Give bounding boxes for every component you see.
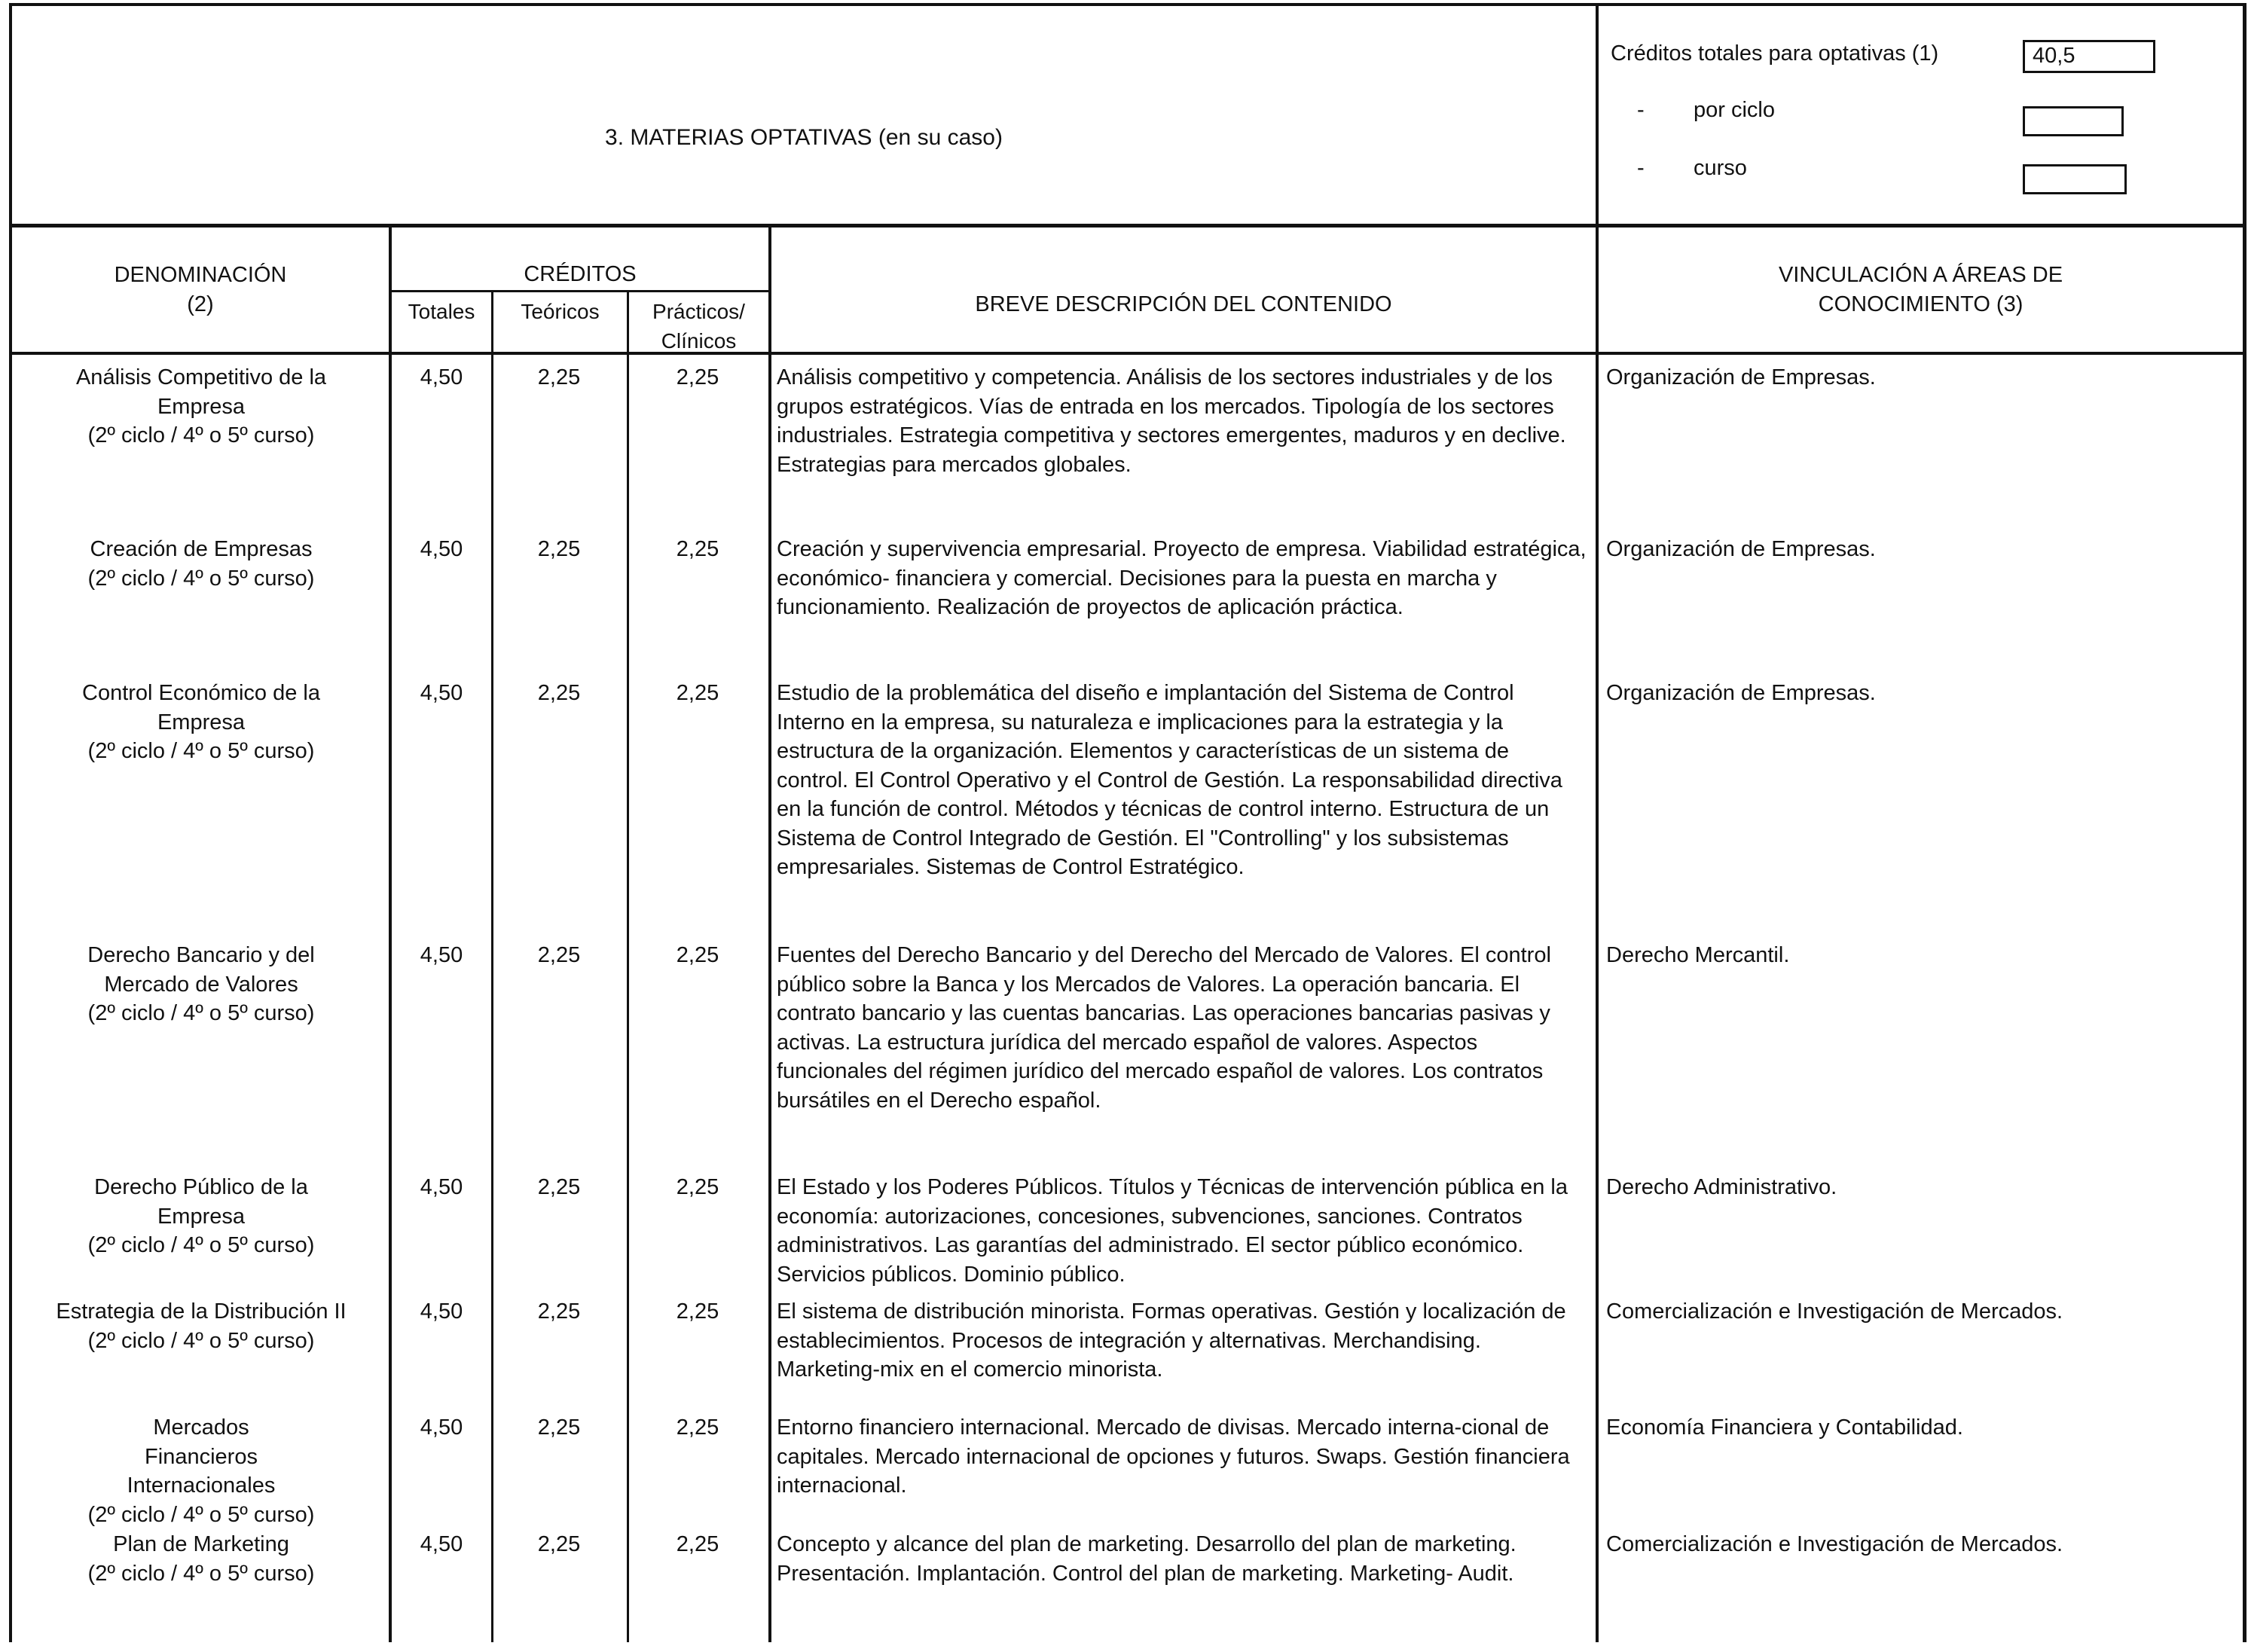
row-area: Organización de Empresas. [1606, 365, 1876, 389]
row-totales: 4,50 [420, 1299, 463, 1324]
row-name: Mercados Financieros Internacionales [127, 1415, 276, 1498]
row-teoricos: 2,25 [537, 1532, 581, 1556]
row-name: Control Económico de la Empresa [82, 681, 320, 734]
row-totales: 4,50 [420, 1415, 463, 1440]
row-description: Estudio de la problemática del diseño e implantación del Sistema de Control Interno en la empresa, su naturaleza e implicaciones para la estrategia y la estructura de la organización. Elementos y características de un sistema de control. El Control Operativo y el Control de Gestión. La responsabilidad directiva en la función de control. Métodos y técnicas de control interno. Estructura de un Sistema de Control Integrado de Gestión. El "Controlling" y los subsistemas empresariales. Sistemas de Control Estratégico. [777, 681, 1562, 879]
row-denominacion [11, 941, 392, 1028]
row-name: Derecho Bancario y del Mercado de Valores [87, 943, 315, 997]
row-totales: 4,50 [420, 1532, 463, 1556]
row-area: Comercialización e Investigación de Mercados. [1606, 1532, 2063, 1556]
row-denominacion [11, 1413, 392, 1529]
row-area: Derecho Mercantil. [1606, 943, 1790, 967]
row-practicos: 2,25 [676, 537, 719, 561]
row-practicos: 2,25 [676, 943, 719, 967]
column-header-divider [9, 352, 2246, 355]
col-line-creditos [768, 224, 771, 1642]
row-denominacion [11, 1173, 392, 1260]
row-totales: 4,50 [420, 681, 463, 705]
row-totales: 4,50 [420, 1175, 463, 1199]
row-area: Derecho Administrativo. [1606, 1175, 1837, 1199]
row-name: Creación de Empresas [90, 537, 313, 561]
col-header-descripcion: BREVE DESCRIPCIÓN DEL CONTENIDO [975, 292, 1392, 316]
per-cycle-label: por ciclo [1694, 98, 1775, 122]
credits-total-label: Créditos totales para optativas (1) [1611, 41, 1939, 66]
row-cycle: (2º ciclo / 4º o 5º curso) [87, 1001, 315, 1025]
row-practicos: 2,25 [676, 681, 719, 705]
row-cycle: (2º ciclo / 4º o 5º curso) [87, 1502, 315, 1527]
col-header-teoricos: Teóricos [521, 300, 600, 323]
col-header-practicos-2: Clínicos [661, 329, 737, 353]
row-teoricos: 2,25 [537, 681, 581, 705]
per-cycle-dash: - [1637, 98, 1645, 122]
table-border-top [9, 3, 2246, 6]
table-border-left [9, 3, 12, 1642]
row-teoricos: 2,25 [537, 1415, 581, 1440]
row-teoricos: 2,25 [537, 943, 581, 967]
row-description: Creación y supervivencia empresarial. Proyecto de empresa. Viabilidad estratégica, económico- financiera y comercial. Decisiones para la puesta en marcha y funcionamiento. Realización de proyectos de aplicación práctica. [777, 537, 1587, 619]
row-area: Economía Financiera y Contabilidad. [1606, 1415, 1963, 1440]
row-practicos: 2,25 [676, 365, 719, 389]
col-header-vinculacion-1: VINCULACIÓN A ÁREAS DE [1778, 263, 2063, 287]
row-name: Plan de Marketing [113, 1532, 289, 1556]
row-cycle: (2º ciclo / 4º o 5º curso) [87, 1561, 315, 1586]
col-line-descripcion [1596, 3, 1599, 1642]
course-dash: - [1637, 156, 1645, 180]
row-totales: 4,50 [420, 537, 463, 561]
course-label: curso [1694, 156, 1747, 180]
header-divider [9, 224, 2246, 227]
row-totales: 4,50 [420, 943, 463, 967]
col-header-practicos-1: Prácticos/ [652, 300, 745, 323]
col-header-denominacion: DENOMINACIÓN [114, 263, 287, 287]
row-cycle: (2º ciclo / 4º o 5º curso) [87, 1233, 315, 1257]
row-area: Organización de Empresas. [1606, 537, 1876, 561]
per-cycle-field[interactable] [2023, 106, 2124, 136]
col-header-denominacion-note: (2) [187, 292, 214, 316]
row-description: Entorno financiero internacional. Mercado de divisas. Mercado interna-cional de capitales. Mercado internacional de opciones y futuros. Swaps. Gestión financiera internacional. [777, 1415, 1570, 1498]
row-cycle: (2º ciclo / 4º o 5º curso) [87, 566, 315, 591]
row-practicos: 2,25 [676, 1415, 719, 1440]
col-header-creditos: CRÉDITOS [524, 262, 637, 286]
row-area: Organización de Empresas. [1606, 681, 1876, 705]
row-cycle: (2º ciclo / 4º o 5º curso) [87, 423, 315, 447]
row-denominacion [11, 679, 392, 766]
row-totales: 4,50 [420, 365, 463, 389]
row-area: Comercialización e Investigación de Mercados. [1606, 1299, 2063, 1324]
col-header-vinculacion-2: CONOCIMIENTO (3) [1818, 292, 2024, 316]
row-name: Estrategia de la Distribución II [56, 1299, 347, 1324]
col-header-totales: Totales [408, 300, 475, 323]
row-denominacion [11, 363, 392, 450]
credits-total-field[interactable]: 40,5 [2023, 40, 2155, 73]
row-denominacion [11, 535, 392, 593]
creditos-subheader-divider [389, 290, 771, 292]
row-denominacion [11, 1297, 392, 1355]
course-field[interactable] [2023, 164, 2127, 194]
row-description: Análisis competitivo y competencia. Análisis de los sectores industriales y de los grupos estratégicos. Vías de entrada en los mercados. Tipología de los sectores industriales. Estrategia competitiva y sectores emergentes, maduros y en declive. Estrategias para mercados globales. [777, 365, 1566, 477]
row-name: Derecho Público de la Empresa [94, 1175, 308, 1229]
row-cycle: (2º ciclo / 4º o 5º curso) [87, 739, 315, 763]
row-practicos: 2,25 [676, 1299, 719, 1324]
row-description: Concepto y alcance del plan de marketing. Desarrollo del plan de marketing. Presentación. Implantación. Control del plan de marketing. Marketing- Audit. [777, 1532, 1516, 1586]
row-description: El sistema de distribución minorista. Formas operativas. Gestión y localización de establecimientos. Procesos de integración y alternativas. Merchandising. Marketing-mix en el comercio minorista. [777, 1299, 1566, 1382]
row-cycle: (2º ciclo / 4º o 5º curso) [87, 1328, 315, 1353]
row-teoricos: 2,25 [537, 1299, 581, 1324]
row-name: Análisis Competitivo de la Empresa [75, 365, 327, 419]
row-practicos: 2,25 [676, 1532, 719, 1556]
row-teoricos: 2,25 [537, 537, 581, 561]
row-teoricos: 2,25 [537, 365, 581, 389]
row-denominacion [11, 1530, 392, 1588]
row-teoricos: 2,25 [537, 1175, 581, 1199]
row-description: El Estado y los Poderes Públicos. Títulos y Técnicas de intervención pública en la economía: autorizaciones, concesiones, subvenciones, sanciones. Contratos administrativos. Las garantías del administrado. El sector público económico. Servicios públicos. Dominio público. [777, 1175, 1568, 1287]
row-practicos: 2,25 [676, 1175, 719, 1199]
row-description: Fuentes del Derecho Bancario y del Derecho del Mercado de Valores. El control público sobre la Banca y los Mercados de Valores. La operación bancaria. El contrato bancario y las cuentas bancarias. Las operaciones bancarias pasivas y activas. La estructura jurídica del mercado español de valores. Aspectos funcionales del régimen jurídico del mercado español de valores. Los contratos bursátiles en el Derecho español. [777, 943, 1551, 1113]
section-title: 3. MATERIAS OPTATIVAS (en su caso) [605, 125, 1003, 150]
table-border-right [2243, 3, 2246, 1642]
